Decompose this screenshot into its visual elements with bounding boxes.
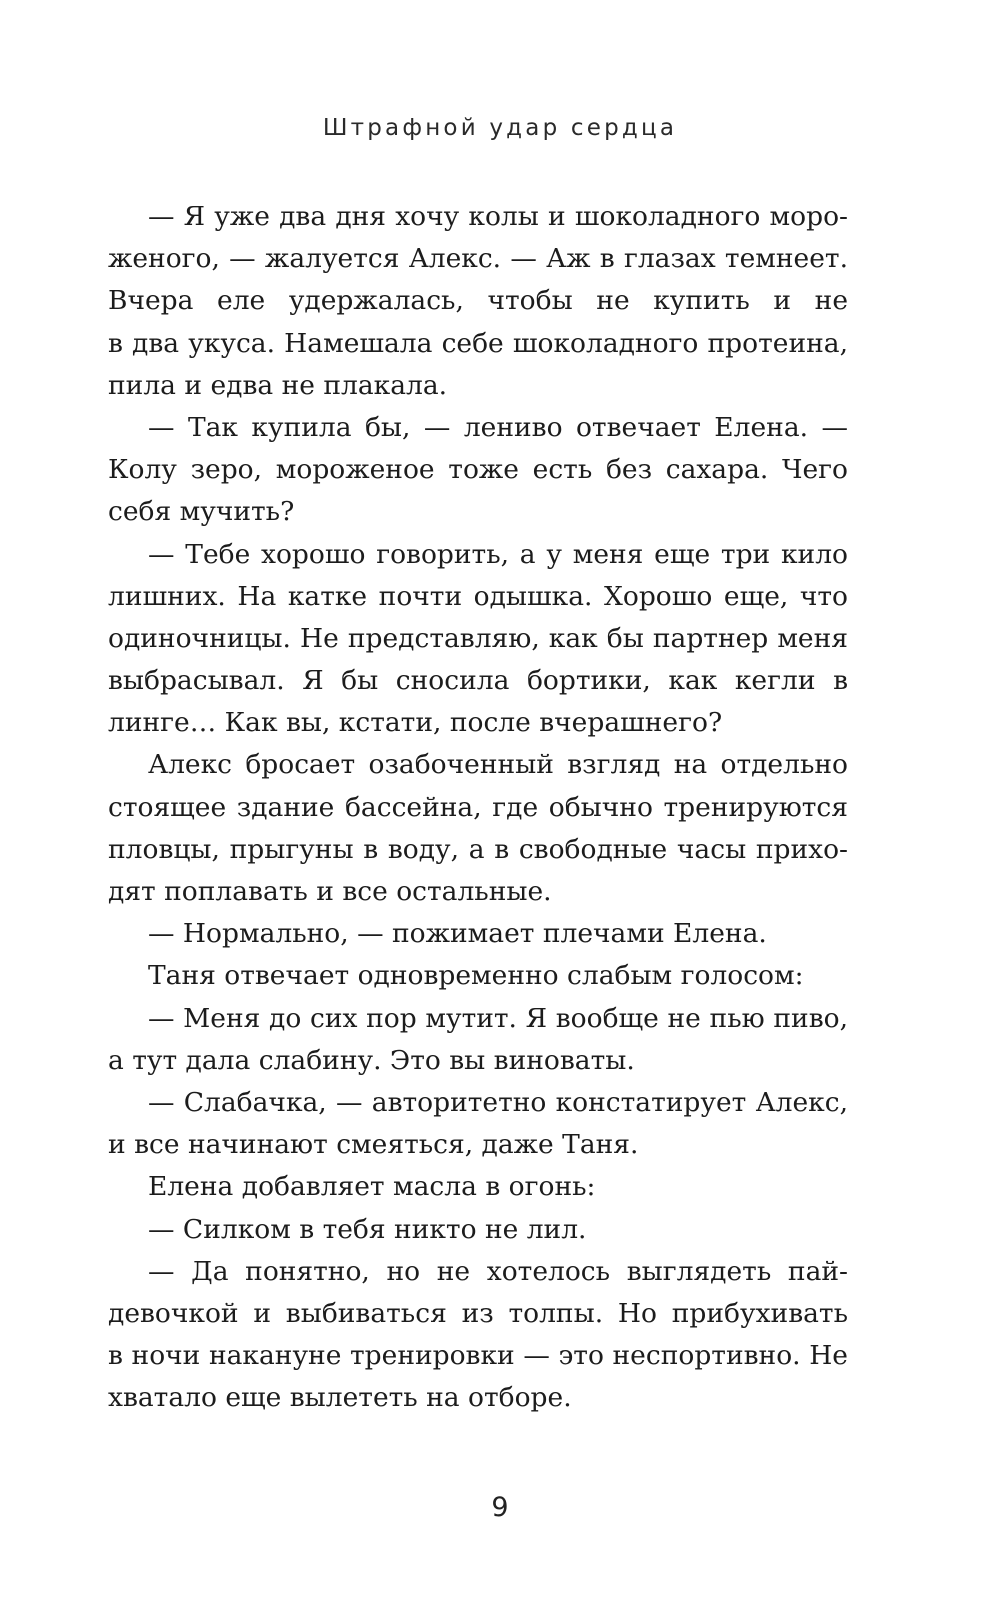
text-line: Колу зеро, мороженое тоже есть без сахара. Чего [108,454,848,486]
text-line: в ночи накануне тренировки — это неспортивно. Не [108,1340,848,1372]
text-line: а тут дала слабину. Это вы виноваты. [108,1044,635,1076]
text-line: дят поплавать и все остальные. [108,876,552,907]
text-line: — Тебе хорошо говорить, а у меня еще три кило [148,538,848,570]
text-line: линге… Как вы, кстати, после вчерашнего? [108,707,723,739]
text-line: — Я уже два дня хочу колы и шоколадного моро- [148,201,848,232]
text-line: женого, — жалуется Алекс. — Аж в глазах темнеет. [108,243,848,275]
text-line: пловцы, прыгуны в воду, а в свободные часы прихо- [108,833,848,865]
text-line: и все начинают смеяться, даже Таня. [108,1129,639,1161]
text-line: стоящее здание бассейна, где обычно тренируются [108,791,848,823]
text-line: — Слабачка, — авторитетно констатирует Алекс, [148,1086,848,1118]
text-line: Вчера еле удержалась, чтобы не купить и не [108,285,848,317]
text-line: — Меня до сих пор мутит. Я вообще не пью пиво, [148,1002,848,1034]
text-line: одиночницы. Не представляю, как бы партнер меня [108,622,848,654]
text-line: себя мучить? [108,496,295,528]
text-line: пила и едва не плакала. [108,369,448,401]
text-line: Алекс бросает озабоченный взгляд на отдельно [148,749,848,781]
running-head: Штрафной удар сердца [322,115,678,141]
text-line: хватало еще вылететь на отборе. [108,1382,572,1414]
text-line: — Силком в тебя никто не лил. [148,1213,587,1245]
text-line: Елена добавляет масла в огонь: [148,1171,596,1203]
body-text [108,196,848,1419]
text-line: — Так купила бы, — лениво отвечает Елена. — [148,411,848,443]
text-line: в два укуса. Намешала себе шоколадного протеина, [108,327,848,359]
text-line: лишних. На катке почти одышка. Хорошо еще, что [108,580,848,612]
text-line: — Нормально, — пожимает плечами Елена. [148,918,767,950]
text-line: Таня отвечает одновременно слабым голосом: [148,960,804,992]
text-line: — Да понятно, но не хотелось выглядеть пай- [148,1255,848,1287]
page-number: 9 [491,1492,509,1523]
text-line: девочкой и выбиваться из толпы. Но прибухивать [108,1297,848,1329]
text-line: выбрасывал. Я бы сносила бортики, как кегли в [108,665,848,697]
